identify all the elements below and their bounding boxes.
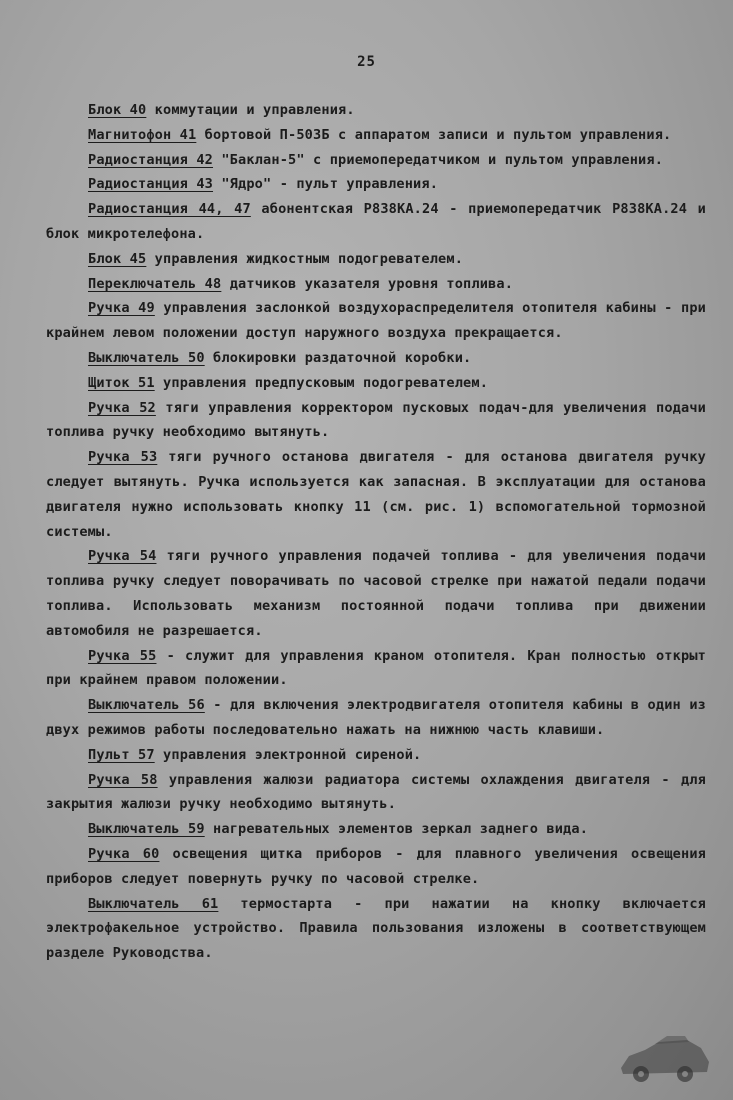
item-description: коммутации и управления. — [146, 102, 355, 118]
item-description: блокировки раздаточной коробки. — [204, 349, 472, 366]
item-reference: Щиток 51 — [88, 374, 155, 391]
paragraph-ruchka-55 — [46, 644, 706, 694]
item-description: нагревательных элементов зеркал заднего вида. — [204, 821, 589, 838]
item-description: - для включения электродвигателя отопителя кабины в один из двух режимов работы последовательно нажать на нижнюю часть клавиши. — [46, 697, 706, 738]
item-reference: Ручка 54 — [88, 548, 157, 565]
item-description: управления жалюзи радиатора системы охлаждения двигателя - для закрытия жалюзи ручку необходимо вытянуть. — [46, 771, 706, 813]
item-reference: Блок 45 — [88, 250, 147, 267]
paragraph-pereklyuchatel-48 — [46, 272, 706, 297]
paragraph-radiostanciya-43 — [46, 172, 706, 197]
paragraph-vyklyuchatel-56 — [46, 693, 706, 743]
paragraph-vyklyuchatel-61 — [46, 892, 706, 966]
item-reference: Выключатель 56 — [88, 697, 205, 714]
item-description: термостарта - при нажатии на кнопку включается электрофакельное устройство. Правила пользования изложены в соответствующем разделе Руководства. — [46, 895, 706, 962]
paragraph-shchitok-51 — [46, 371, 706, 396]
paragraph-ruchka-53 — [46, 445, 706, 544]
item-description: - служит для управления краном отопителя. Кран полностью открыт при крайнем правом положении. — [46, 647, 706, 689]
item-reference: Ручка 58 — [88, 771, 158, 788]
item-reference: Радиостанция 43 — [88, 176, 214, 193]
item-description: управления жидкостным подогревателем. — [146, 250, 464, 267]
item-description: тяги ручного управления подачей топлива - для увеличения подачи топлива ручку следует поворачивать по часовой стрелке при нажатой педали подачи топлива. Использовать механизм постоянной подачи топлива при движении автомобиля не разрешается. — [46, 548, 706, 639]
item-reference: Пульт 57 — [88, 746, 155, 763]
item-description: освещения щитка приборов - для плавного увеличения освещения приборов следует повернуть ручку по часовой стрелке. — [46, 845, 706, 887]
item-reference: Ручка 53 — [88, 449, 158, 466]
vehicle-stamp-icon — [615, 1028, 715, 1086]
item-reference: Ручка 60 — [88, 845, 160, 862]
paragraph-ruchka-60 — [46, 842, 706, 892]
item-reference: Магнитофон 41 — [88, 126, 197, 143]
paragraph-ruchka-54 — [46, 544, 706, 643]
item-reference: Переключатель 48 — [88, 275, 222, 292]
paragraph-ruchka-49 — [46, 296, 706, 346]
paragraph-radiostanciya-42 — [46, 148, 706, 173]
item-reference: Блок 40 — [88, 102, 147, 118]
item-description: "Ядро" - пульт управления. — [213, 176, 439, 193]
paragraph-magnitofon-41 — [46, 123, 706, 148]
paragraph-ruchka-52 — [46, 396, 706, 446]
item-description: абонентская Р838КА.24 - приемопередатчик Р838КА.24 и блок микротелефона. — [46, 201, 706, 242]
item-reference: Радиостанция 42 — [88, 151, 214, 168]
item-description: управления предпусковым подогревателем. — [154, 374, 489, 391]
item-description: датчиков указателя уровня топлива. — [221, 275, 514, 292]
item-reference: Ручка 52 — [88, 399, 156, 416]
item-description: управления заслонкой воздухораспределителя отопителя кабины - при крайнем левом положении доступ наружного воздуха прекращается. — [46, 300, 706, 342]
item-description: тяги управления корректором пусковых подач-для увеличения подачи топлива ручку необходимо вытянуть. — [46, 399, 706, 441]
item-reference: Выключатель 50 — [88, 349, 205, 366]
paragraph-vyklyuchatel-50 — [46, 346, 706, 371]
item-description: тяги ручного останова двигателя - для останова двигателя ручку следует вытянуть. Ручка используется как запасная. В эксплуатации для останова двигателя нужно использовать кнопку 11 (см. рис. 1) вспомогательной тормозной системы. — [46, 449, 706, 540]
item-reference: Ручка 49 — [88, 300, 155, 317]
paragraph-blok-45 — [46, 247, 706, 272]
item-reference: Ручка 55 — [88, 647, 157, 664]
item-description: "Баклан-5" с приемопередатчиком и пультом управления. — [213, 151, 664, 168]
paragraph-radiostanciya-44-47 — [46, 197, 706, 247]
item-reference: Радиостанция 44, 47 — [88, 201, 251, 218]
document-body — [46, 98, 706, 966]
paragraph-vyklyuchatel-59 — [46, 817, 706, 842]
paragraph-blok-40 — [46, 98, 706, 123]
page-number: 25 — [357, 54, 376, 70]
item-description: бортовой П-503Б с аппаратом записи и пультом управления. — [196, 126, 672, 143]
paragraph-pult-57 — [46, 743, 706, 768]
item-reference: Выключатель 59 — [88, 821, 205, 838]
paragraph-ruchka-58 — [46, 768, 706, 818]
item-description: управления электронной сиреной. — [154, 746, 422, 763]
item-reference: Выключатель 61 — [88, 895, 219, 912]
